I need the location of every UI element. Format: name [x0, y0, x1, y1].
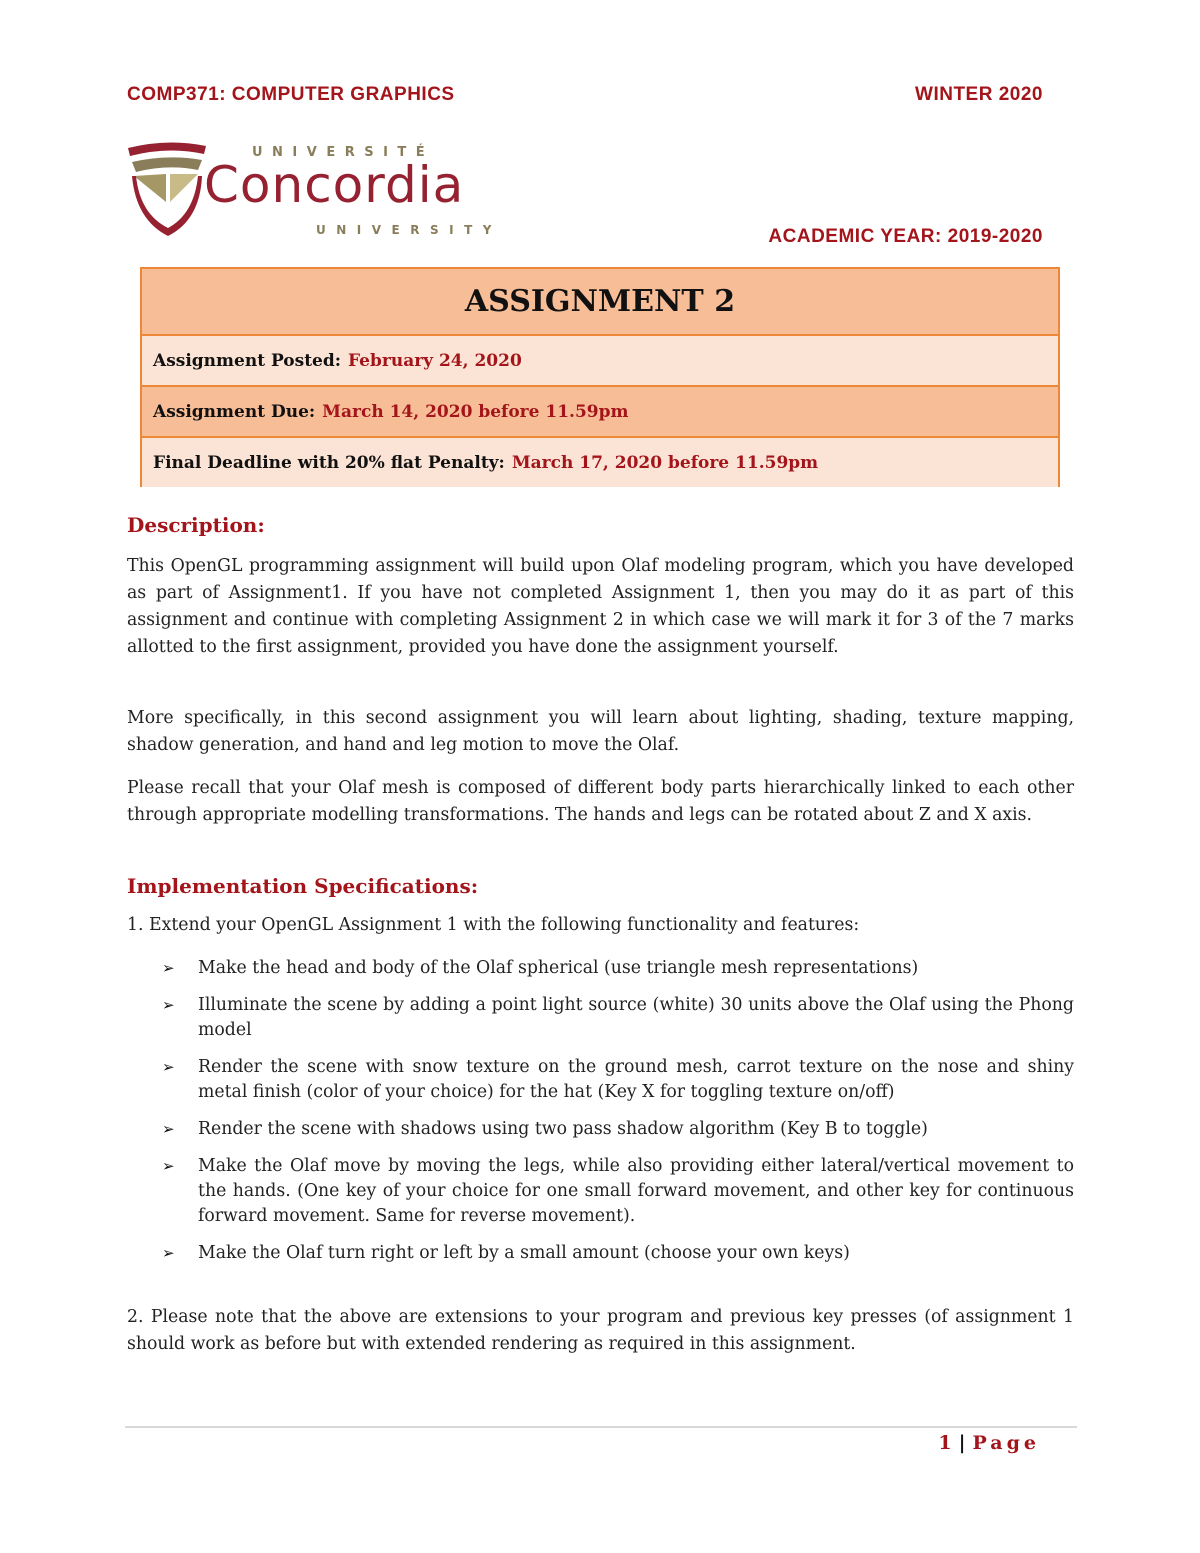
arrow-bullet-icon: ➢	[162, 959, 175, 977]
arrow-bullet-icon: ➢	[162, 1058, 175, 1076]
page-footer	[938, 1432, 1040, 1454]
logo-bottom-text: UNIVERSITY	[316, 223, 502, 237]
description-paragraph: Please recall that your Olaf mesh is composed of different body parts hierarchically linked to each other through appropriate modelling transformations. The hands and legs can be rotated about Z and X axis.	[127, 778, 1074, 825]
footer-divider	[125, 1426, 1077, 1428]
list-item: ➢ Render the scene with snow texture on the ground mesh, carrot texture on the nose and shiny metal finish (color of your choice) for the hat (Key X for toggling texture on/off)	[162, 1055, 1074, 1105]
arrow-bullet-icon: ➢	[162, 1120, 175, 1138]
feature-list	[162, 956, 1074, 1278]
final-deadline-row	[142, 438, 1058, 487]
assignment-info-box	[140, 267, 1060, 487]
list-item: ➢ Make the Olaf move by moving the legs, while also providing either lateral/vertical movement to the hands. (One key of your choice for one small forward movement, and other key for continuous forward movement. Same for reverse movement).	[162, 1154, 1074, 1229]
assignment-title: ASSIGNMENT 2	[142, 269, 1058, 336]
description-paragraph: This OpenGL programming assignment will build upon Olaf modeling program, which you have developed as part of Assignment1. If you have not completed Assignment 1, then you may do it as part of this assignment and continue with completing Assignment 2 in which case we will mark it for 3 of the 7 marks allotted to the first assignment, provided you have done the assignment yourself.	[127, 556, 1074, 657]
arrow-bullet-icon: ➢	[162, 1157, 175, 1175]
academic-year: ACADEMIC YEAR: 2019-2020	[768, 226, 1043, 247]
final-deadline-value: March 17, 2020 before 11.59pm	[511, 452, 819, 473]
list-item: ➢ Make the head and body of the Olaf spherical (use triangle mesh representations)	[162, 956, 1074, 981]
posted-row	[142, 336, 1058, 387]
description-heading: Description:	[127, 513, 265, 537]
implementation-item-1: 1. Extend your OpenGL Assignment 1 with the following functionality and features:	[127, 915, 860, 935]
posted-value: February 24, 2020	[348, 350, 522, 371]
term-label: WINTER 2020	[915, 84, 1043, 105]
arrow-bullet-icon: ➢	[162, 996, 175, 1014]
footer-separator: |	[958, 1432, 967, 1454]
crest-icon	[128, 140, 208, 240]
concordia-logo	[128, 140, 538, 240]
list-item: ➢ Render the scene with shadows using two pass shadow algorithm (Key B to toggle)	[162, 1117, 1074, 1142]
implementation-item-2: 2. Please note that the above are extensions to your program and previous key presses (of assignment 1 should work as before but with extended rendering as required in this assignment.	[127, 1307, 1074, 1354]
logo-top-text: UNIVERSITÉ	[252, 145, 435, 160]
list-item: ➢ Illuminate the scene by adding a point light source (white) 30 units above the Olaf using the Phong model	[162, 993, 1074, 1043]
arrow-bullet-icon: ➢	[162, 1244, 175, 1262]
logo-wordmark: Concordia	[204, 156, 465, 214]
description-paragraph: More specifically, in this second assignment you will learn about lighting, shading, texture mapping, shadow generation, and hand and leg motion to move the Olaf.	[127, 708, 1074, 755]
due-value: March 14, 2020 before 11.59pm	[322, 401, 629, 422]
posted-label: Assignment Posted:	[153, 350, 342, 371]
page-number: 1	[938, 1432, 953, 1454]
course-title: COMP371: COMPUTER GRAPHICS	[127, 84, 455, 105]
due-label: Assignment Due:	[153, 401, 316, 422]
page-label: Page	[972, 1432, 1040, 1454]
due-row	[142, 387, 1058, 438]
list-item: ➢ Make the Olaf turn right or left by a small amount (choose your own keys)	[162, 1241, 1074, 1266]
final-deadline-label: Final Deadline with 20% flat Penalty:	[153, 452, 505, 473]
implementation-heading: Implementation Specifications:	[127, 874, 479, 898]
